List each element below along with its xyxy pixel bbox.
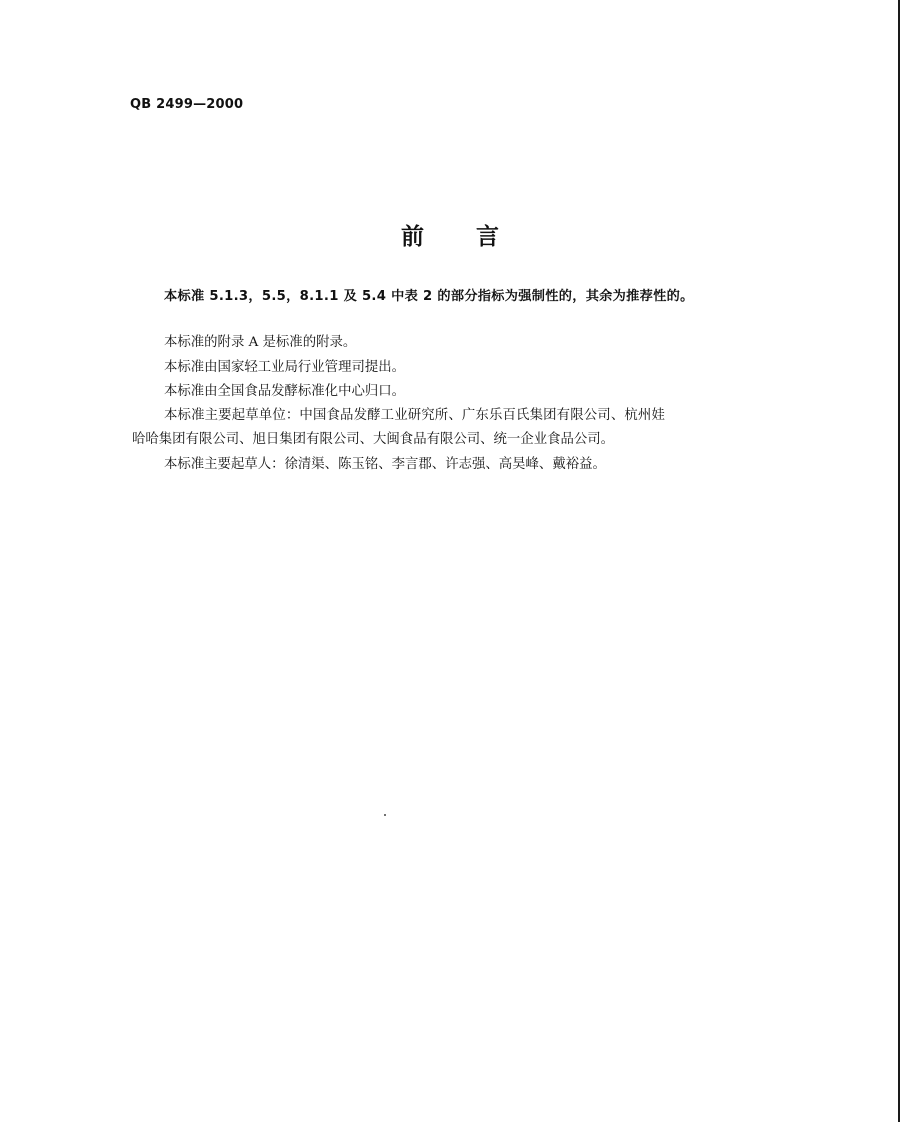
standard-code: QB 2499—2000	[130, 97, 244, 112]
paragraph-centralized-by: 本标准由全国食品发酵标准化中心归口。	[164, 384, 406, 399]
paragraph-drafters: 本标准主要起草人：徐清渠、陈玉铭、李言郡、许志强、高昊峰、戴裕益。	[164, 457, 606, 472]
paragraph-drafting-units-line-1: 本标准主要起草单位：中国食品发酵工业研究所、广东乐百氏集团有限公司、杭州娃	[164, 408, 666, 423]
paragraph-drafting-units-line-2: 哈哈集团有限公司、旭日集团有限公司、大闽食品有限公司、统一企业食品公司。	[132, 432, 615, 447]
paragraph-appendix: 本标准的附录 A 是标准的附录。	[164, 335, 357, 350]
paragraph-proposed-by: 本标准由国家轻工业局行业管理司提出。	[164, 360, 406, 375]
scan-speck	[384, 814, 386, 816]
page-title: 前 言	[400, 224, 521, 250]
mandatory-clause-statement: 本标准 5.1.3，5.5，8.1.1 及 5.4 中表 2 的部分指标为强制性的，其余为推荐性的。	[164, 289, 694, 304]
